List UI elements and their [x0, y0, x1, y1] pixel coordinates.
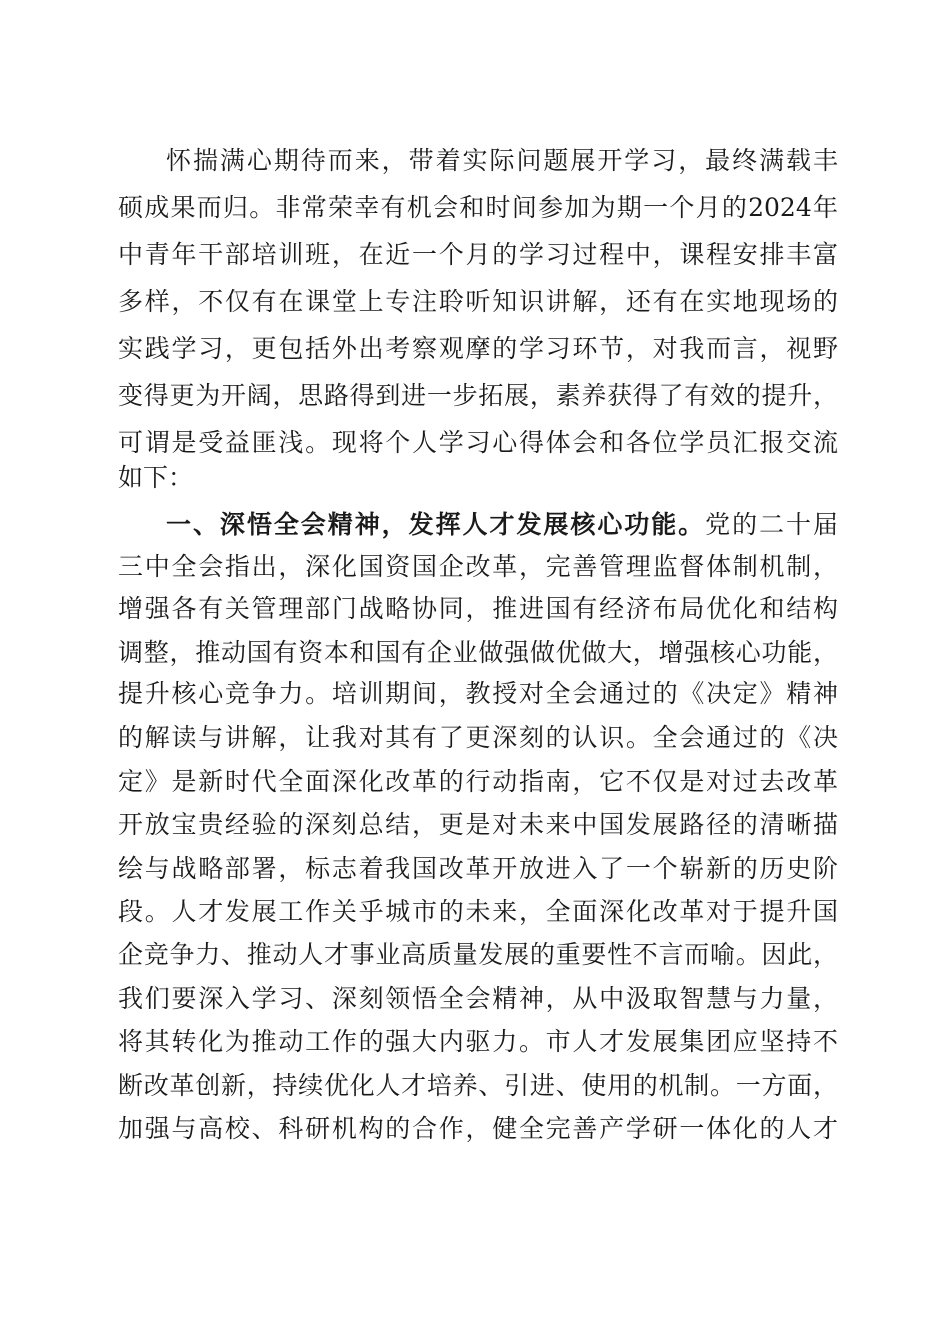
- section1-line: 企竞争力、推动人才事业高质量发展的重要性不言而喻。因此，: [118, 940, 838, 969]
- section1-line: 的解读与讲解，让我对其有了更深刻的认识。全会通过的《决: [118, 723, 838, 752]
- section1-line: 我们要深入学习、深刻领悟全会精神，从中汲取智慧与力量，: [118, 984, 838, 1013]
- section1-line: 加强与高校、科研机构的合作，健全完善产学研一体化的人才: [118, 1114, 838, 1143]
- intro-line: 硕成果而归。非常荣幸有机会和时间参加为期一个月的2024年: [118, 193, 838, 222]
- section1-line: 三中全会指出，深化国资国企改革，完善管理监督体制机制，: [118, 552, 838, 581]
- section1-line: 增强各有关管理部门战略协同，推进国有经济布局优化和结构: [118, 594, 838, 623]
- intro-line: 变得更为开阔，思路得到进一步拓展，素养获得了有效的提升，: [118, 381, 838, 410]
- intro-line: 中青年干部培训班，在近一个月的学习过程中，课程安排丰富: [118, 240, 838, 269]
- section1-heading: 一、深悟全会精神，发挥人才发展核心功能。: [166, 510, 706, 539]
- section1-line: 定》是新时代全面深化改革的行动指南，它不仅是对过去改革: [118, 767, 838, 796]
- section1-line: 段。人才发展工作关乎城市的未来，全面深化改革对于提升国: [118, 897, 838, 926]
- section1-heading-rest: 党的二十届: [705, 510, 838, 539]
- section1-line: 断改革创新，持续优化人才培养、引进、使用的机制。一方面，: [118, 1071, 838, 1100]
- section1-line: 调整，推动国有资本和国有企业做强做优做大，增强核心功能，: [118, 638, 838, 667]
- section1-line: 开放宝贵经验的深刻总结，更是对未来中国发展路径的清晰描: [118, 810, 838, 839]
- intro-line: 可谓是受益匪浅。现将个人学习心得体会和各位学员汇报交流: [118, 428, 838, 457]
- section1-line: 将其转化为推动工作的强大内驱力。市人才发展集团应坚持不: [118, 1027, 838, 1056]
- intro-line: 怀揣满心期待而来，带着实际问题展开学习，最终满载丰: [166, 146, 838, 175]
- section1-first-line: [166, 505, 838, 545]
- intro-line: 多样，不仅有在课堂上专注聆听知识讲解，还有在实地现场的: [118, 287, 838, 316]
- intro-line: 如下：: [118, 463, 194, 492]
- section1-line: 提升核心竞争力。培训期间，教授对全会通过的《决定》精神: [118, 679, 838, 708]
- intro-line: 实践学习，更包括外出考察观摩的学习环节，对我而言，视野: [118, 334, 838, 363]
- section1-line: 绘与战略部署，标志着我国改革开放进入了一个崭新的历史阶: [118, 854, 838, 883]
